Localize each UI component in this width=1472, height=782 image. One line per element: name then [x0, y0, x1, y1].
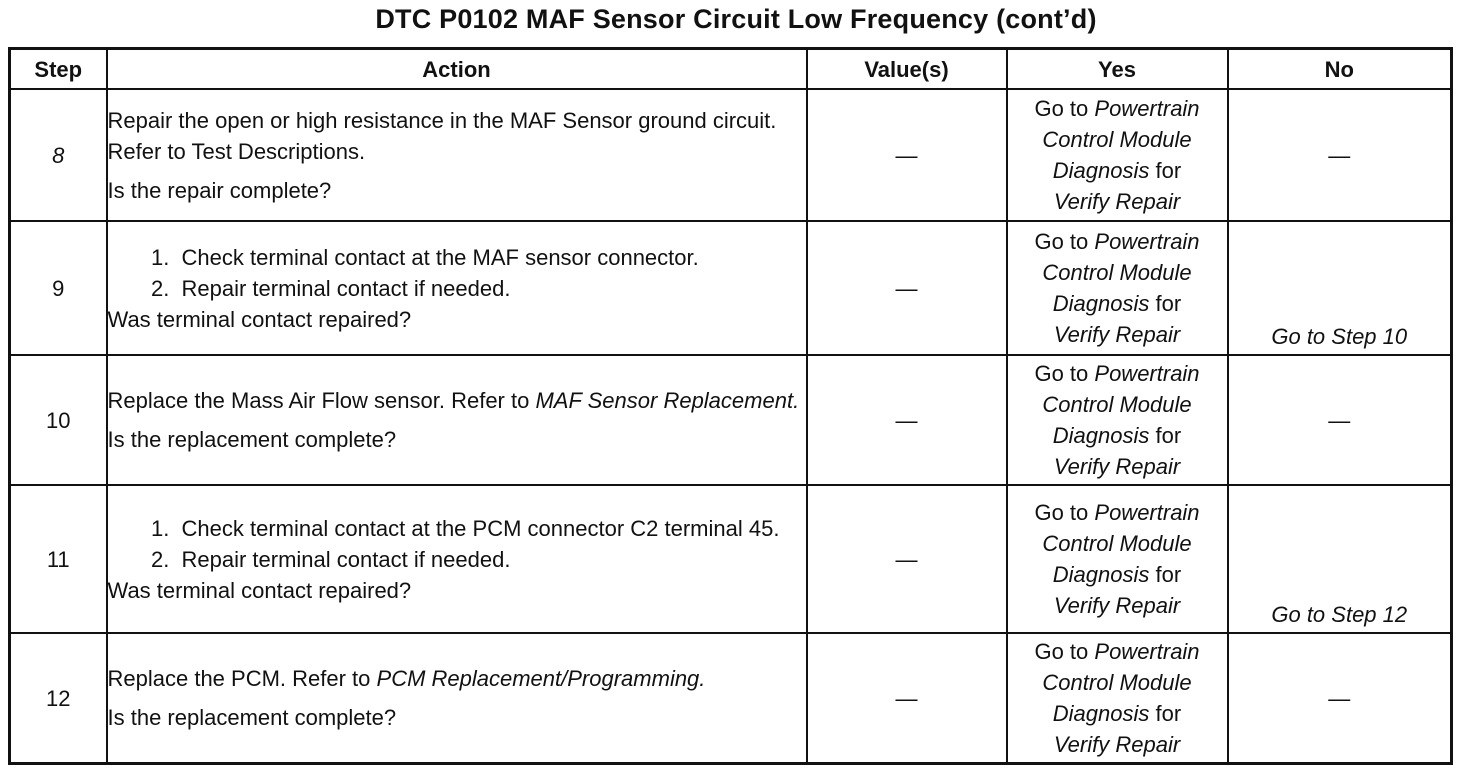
yes-ref-powertrain: Powertrain	[1094, 500, 1200, 525]
no-cell: —	[1228, 633, 1452, 764]
no-cell: Go to Step 10	[1228, 221, 1452, 355]
yes-ref-control-module: Control Module	[1042, 260, 1192, 285]
step-number: 9	[10, 221, 107, 355]
step-number: 8	[10, 89, 107, 221]
action-text-wrap	[108, 663, 806, 694]
yes-for: for	[1155, 562, 1182, 587]
header-step: Step	[10, 49, 107, 90]
header-action: Action	[107, 49, 807, 90]
action-reference: MAF Sensor Replacement.	[535, 388, 800, 413]
yes-ref-diagnosis: Diagnosis	[1052, 158, 1150, 183]
action-list-item: 1. Check terminal contact at the MAF sensor connector.	[176, 242, 806, 273]
action-list	[108, 513, 806, 575]
action-list	[108, 242, 806, 304]
action-cell	[107, 355, 807, 485]
value-cell: —	[807, 89, 1007, 221]
yes-ref-control-module: Control Module	[1042, 531, 1192, 556]
action-text: Replace the PCM. Refer to	[107, 666, 377, 691]
header-values: Value(s)	[807, 49, 1007, 90]
action-reference: PCM Replacement/Programming.	[376, 666, 706, 691]
no-cell: Go to Step 12	[1228, 485, 1452, 633]
yes-ref-diagnosis: Diagnosis	[1052, 701, 1150, 726]
step-number: 11	[10, 485, 107, 633]
table-row-step-8	[10, 89, 1452, 221]
header-no: No	[1228, 49, 1452, 90]
yes-cell	[1007, 633, 1228, 764]
header-yes: Yes	[1007, 49, 1228, 90]
action-text: Repair the open or high resistance in the MAF Sensor ground circuit. Refer to Test Descriptions.	[107, 107, 777, 164]
yes-ref-diagnosis: Diagnosis	[1052, 291, 1150, 316]
table-header-row	[10, 49, 1452, 90]
action-question: Is the replacement complete?	[107, 705, 397, 730]
yes-ref-verify-repair: Verify Repair	[1053, 454, 1181, 479]
yes-go-to: Go to	[1034, 639, 1089, 664]
no-cell: —	[1228, 355, 1452, 485]
action-question: Was terminal contact repaired?	[107, 577, 412, 603]
yes-ref-diagnosis: Diagnosis	[1052, 562, 1150, 587]
action-list-item: 2. Repair terminal contact if needed.	[176, 273, 806, 304]
yes-ref-diagnosis: Diagnosis	[1052, 423, 1150, 448]
step-number: 12	[10, 633, 107, 764]
value-cell: —	[807, 633, 1007, 764]
yes-cell	[1007, 89, 1228, 221]
value-cell: —	[807, 355, 1007, 485]
yes-for: for	[1155, 158, 1182, 183]
yes-go-to: Go to	[1034, 96, 1089, 121]
action-question: Was terminal contact repaired?	[107, 306, 412, 332]
yes-for: for	[1155, 291, 1182, 316]
table-row-step-10	[10, 355, 1452, 485]
yes-for: for	[1155, 423, 1182, 448]
action-cell	[107, 485, 807, 633]
action-text-wrap	[108, 385, 806, 416]
yes-cell	[1007, 485, 1228, 633]
value-cell: —	[807, 221, 1007, 355]
table-row-step-9	[10, 221, 1452, 355]
yes-ref-powertrain: Powertrain	[1094, 361, 1200, 386]
value-cell: —	[807, 485, 1007, 633]
action-cell	[107, 633, 807, 764]
yes-ref-verify-repair: Verify Repair	[1053, 593, 1181, 618]
yes-ref-control-module: Control Module	[1042, 392, 1192, 417]
table-row-step-11	[10, 485, 1452, 633]
yes-ref-powertrain: Powertrain	[1094, 229, 1200, 254]
yes-ref-powertrain: Powertrain	[1094, 96, 1200, 121]
yes-for: for	[1155, 701, 1182, 726]
diagnostic-table	[8, 47, 1453, 765]
yes-go-to: Go to	[1034, 500, 1089, 525]
yes-ref-control-module: Control Module	[1042, 670, 1192, 695]
action-list-item: 1. Check terminal contact at the PCM connector C2 terminal 45.	[176, 513, 806, 544]
yes-cell	[1007, 221, 1228, 355]
action-text: Replace the Mass Air Flow sensor. Refer to	[107, 388, 536, 413]
action-cell	[107, 89, 807, 221]
yes-go-to: Go to	[1034, 229, 1089, 254]
yes-ref-powertrain: Powertrain	[1094, 639, 1200, 664]
action-question: Is the repair complete?	[107, 177, 332, 203]
yes-ref-control-module: Control Module	[1042, 127, 1192, 152]
yes-ref-verify-repair: Verify Repair	[1053, 322, 1181, 347]
table-row-step-12	[10, 633, 1452, 764]
action-cell	[107, 221, 807, 355]
no-cell: —	[1228, 89, 1452, 221]
page-title: DTC P0102 MAF Sensor Circuit Low Frequency (cont’d)	[375, 4, 1097, 34]
action-list-item: 2. Repair terminal contact if needed.	[176, 544, 806, 575]
yes-go-to: Go to	[1034, 361, 1089, 386]
yes-cell	[1007, 355, 1228, 485]
action-question: Is the replacement complete?	[107, 427, 397, 452]
yes-ref-verify-repair: Verify Repair	[1053, 189, 1181, 214]
step-number: 10	[10, 355, 107, 485]
yes-ref-verify-repair: Verify Repair	[1053, 732, 1181, 757]
